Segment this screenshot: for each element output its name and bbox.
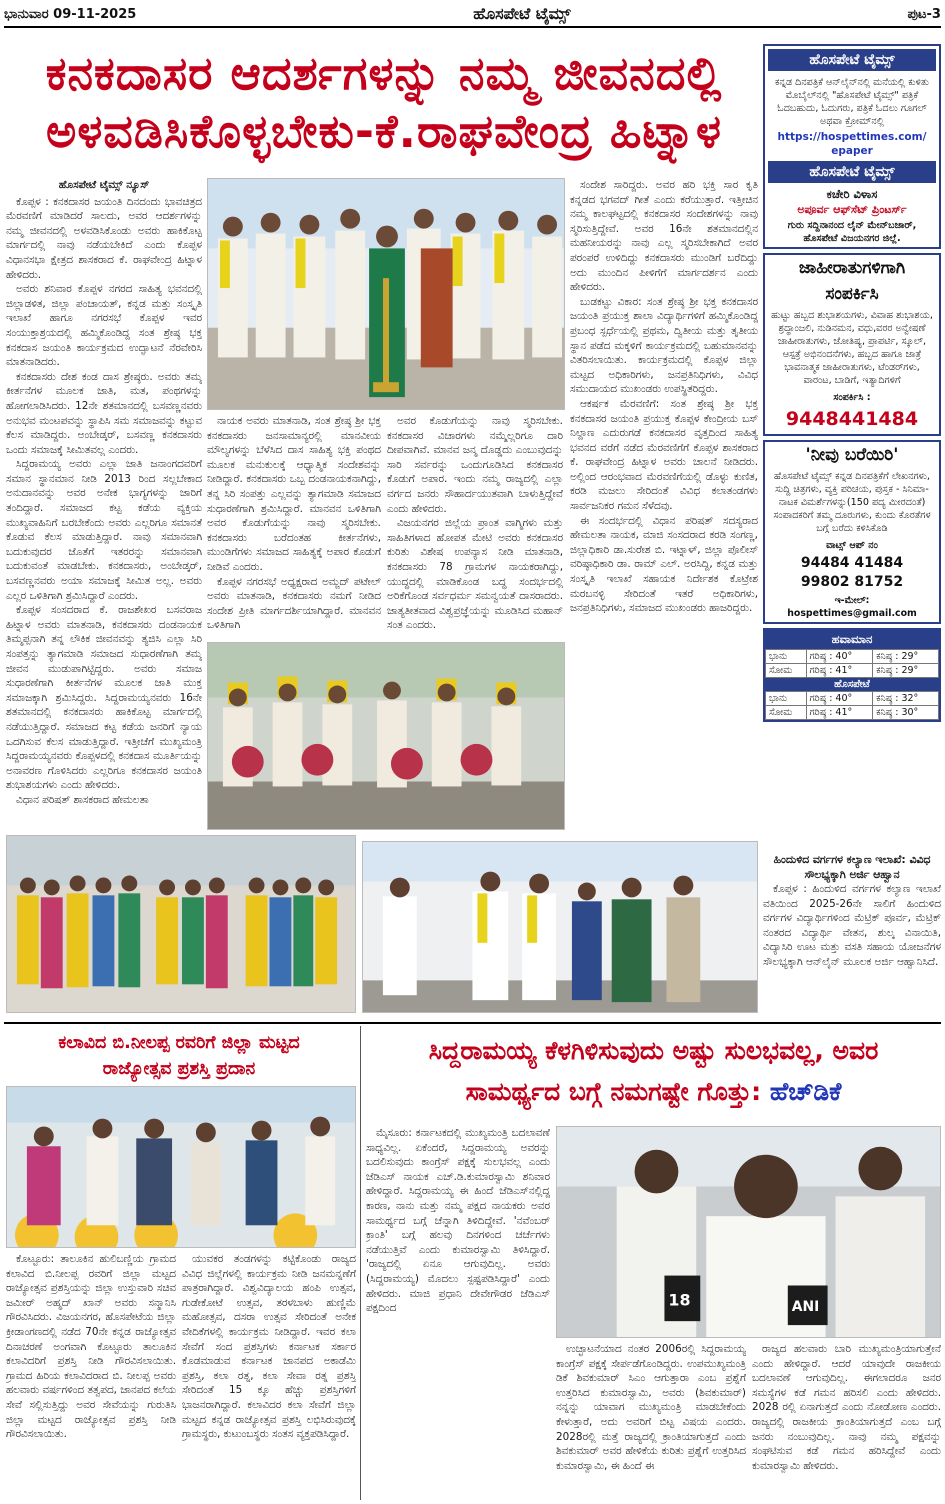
weather-day: ಸೋಮ bbox=[766, 706, 807, 720]
mic-label: ANI bbox=[791, 1299, 820, 1316]
printer-name: ಅಪೂರ್ವ ಆಫ್‌ಸೆಟ್ ಪ್ರಿಂಟರ್ಸ್ bbox=[797, 203, 907, 216]
lead-paragraph: ಅವರ ಕೊಡುಗೆಯನ್ನು ನಾವು ಸ್ಮರಿಸಬೇಕು. ಕನಕದಾಸರ ವಿಚಾರಗಳು ನಮ್ಮೆಲ್ಲರಿಗೂ ದಾರಿ ದೀಪವಾಗಿವೆ. ಮಾನವ ಜನ್ಮ ದೊಡ್ಡದು ಎಂಬುವುದನ್ನು ಸಾರಿ ಸರ್ವರನ್ನು ಒಂದುಗೂಡಿಸಿದ ಕನಕದಾಸರ ಕೊಡುಗೆ ಅಪಾರ. ಇಂದು ನಮ್ಮ ರಾಜ್ಯದಲ್ಲಿ ಎಲ್ಲಾ ವರ್ಗದ ಜನರು ಸೌಹಾರ್ದಯುತವಾಗಿ ಬಾಳುತ್ತಿದ್ದೇವೆ ಎಂದು ಹೇಳಿದರು. bbox=[387, 415, 563, 515]
story3-column-3 bbox=[752, 1342, 941, 1500]
lead-paragraph: ಈ ಸಂದರ್ಭದಲ್ಲಿ ವಿಧಾನ ಪರಿಷತ್ ಸದಸ್ಯರಾದ ಹೇಮಲತಾ ನಾಯಕ, ಮಾಜಿ ಸಂಸದರಾದ ಕರಡಿ ಸಂಗಣ್ಣ, ಜಿಲ್ಲಾಧಿಕಾರಿ ಡಾ.ಸುರೇಶ ಬಿ. ಇಟ್ನಾಳ್, ಜಿಲ್ಲಾ ಪೊಲೀಸ್ ವರಿಷ್ಠಾಧಿಕಾರಿ ಡಾ. ರಾಮ್ ಎಲ್. ಅರಸಿದ್ದಿ, ಕನ್ನಡ ಮತ್ತು ಸಂಸ್ಕೃತಿ ಇಲಾಖೆ ಸಹಾಯಕ ನಿರ್ದೇಶಕ ಕೊಟ್ರೇಶ ಮರಬನಳ್ಳಿ ಸೇರಿದಂತೆ ಇತರೆ ಅಧಿಕಾರಿಗಳು, ಜನಪ್ರತಿನಿಧಿಗಳು, ಸಮಾಜದ ಮುಖಂಡರು ಹಾಜರಿದ್ದರು. bbox=[570, 514, 758, 615]
ads-contact-label: ಸಂಪರ್ಕಿಸಿ : bbox=[833, 392, 871, 403]
sidebar-masthead: ಹೊಸಪೇಟೆ ಟೈಮ್ಸ್ bbox=[768, 49, 936, 71]
photo-women-group bbox=[6, 835, 356, 1013]
lead-paragraph: ವಿಧಾನ ಪರಿಷತ್ ಶಾಸಕರಾದ ಹೇಮಲತಾ bbox=[16, 793, 149, 806]
notice-article bbox=[763, 852, 941, 1014]
lead-headline bbox=[8, 44, 760, 160]
weather-row bbox=[766, 692, 939, 706]
photo-lamp-lighting-image bbox=[208, 179, 564, 409]
weather-day: ಸೋಮ bbox=[766, 664, 807, 678]
photo-prize-distribution bbox=[362, 841, 758, 1013]
lead-paragraph: ಕೊಪ್ಪಳ : ಕನಕದಾಸರ ಜಯಂತಿ ದಿನದಂದು ಭಾವಚಿತ್ರದ ಮೆರವಣಿಗೆ ಮಾಡಿದರೆ ಸಾಲದು, ಅವರ ಆದರ್ಶಗಳನ್ನು ನಮ್ಮ ಜೀವನದಲ್ಲಿ ಅಳವಡಿಸಿಕೊಂಡು ಅವರು ಹಾಕಿಕೊಟ್ಟ ಮಾರ್ಗದಲ್ಲಿ ನಾವು ನಡೆಯಬೇಕಿದೆ ಎಂದು ಕೊಪ್ಪಳ ವಿಧಾನಸಭಾ ಕ್ಷೇತ್ರದ ಶಾಸಕರಾದ ಕೆ. ರಾಘವೇಂದ್ರ ಹಿಟ್ನಾಳ ಹೇಳಿದರು. bbox=[6, 195, 202, 281]
lead-paragraph: ಕೊಪ್ಪಳ ಸಂಸದರಾದ ಕೆ. ರಾಜಶೇಖರ ಬಸವರಾಜ ಹಿಟ್ನಾಳ ಅವರು ಮಾತನಾಡಿ, ಕನಕದಾಸರು ದಂಡನಾಯಕ ತಿಮ್ಮಪ್ಪನಾಗಿ ತನ್ನ ಲೌಕಿಕ ಜೀವನವನ್ನು ತ್ಯಜಿಸಿ ಎಲ್ಲಾ ಸಿರಿ ಸಂಪತ್ತನ್ನು ತ್ಯಾಗಮಾಡಿ ಸಮಾಜದ ಸುಧಾರಣೆಗಾಗಿ ತಮ್ಮ ಜೀವನ ಮುಡುಪಾಗಿಟ್ಟಿದ್ದರು. ಅವರು ಸಮಾಜ ಸುಧಾರಣೆಗಾಗಿ ಕೀರ್ತನೆಗಳ ಮೂಲಕ ಜಾತಿ ಮುಕ್ತ ಸಮಾಜಕ್ಕಾಗಿ ಶ್ರಮಿಸಿದ್ದರು. ಸಿದ್ದರಾಮಯ್ಯನವರು 16ನೇ ಶತಮಾನದಲ್ಲಿ ಕನಕದಾಸರು ಹಾಕಿಕೊಟ್ಟ ಮಾರ್ಗದಲ್ಲಿ ನಡೆಯುತ್ತಿದ್ದಾರೆ. ಸಮಾಜದ ಕಟ್ಟ ಕಡೆಯ ಜನರಿಗೆ ನ್ಯಾಯ ಒದಗಿಸುವ ಕೆಲಸ ಮಾಡುತ್ತಿದ್ದಾರೆ. ಇತ್ತೀಚೆಗೆ ಮುಖ್ಯಮಂತ್ರಿ ಸಿದ್ದರಾಮಯ್ಯನವರು ಕೊಪ್ಪಳದಲ್ಲಿ ಕನಕದಾಸ ಮೂರ್ತಿಯನ್ನು ಅನಾವರಣ ಗೊಳಿಸಿದರು ಎಲ್ಲರಿಗೂ ಕನಕದಾಸರ ಜಯಂತಿ ಶುಭಾಶಯಗಳು ಎಂದು ಹೇಳಿದರು. bbox=[6, 604, 202, 792]
whatsapp-label: ವಾಟ್ಸ್ ಆಪ್ ನಂ bbox=[826, 540, 878, 551]
story3-headline-line2 bbox=[366, 1071, 941, 1112]
photo-hdk-press bbox=[556, 1126, 941, 1338]
weather-min: ಕನಿಷ್ಠ : 29° bbox=[873, 664, 939, 678]
lead-column-4 bbox=[570, 178, 758, 828]
weather-min: ಕನಿಷ್ಠ : 30° bbox=[873, 706, 939, 720]
sidebar bbox=[763, 44, 941, 944]
story2-paragraph: ಕೊಟ್ಟೂರು: ತಾಲೂಕಿನ ಹುಲಿಬಣ್ಣಿಯ ಗ್ರಾಮದ ಕಲಾವಿದ ಬಿ.ನೀಲಪ್ಪ ರವರಿಗೆ ಜಿಲ್ಲಾ ಮಟ್ಟದ ರಾಜ್ಯೋತ್ಸವ ಪ್ರಶಸ್ತಿಯನ್ನು ಜಿಲ್ಲಾ ಉಸ್ತುವಾರಿ ಸಚಿವ ಜಮೀರ್ ಅಹ್ಮದ್ ಖಾನ್ ಅವರು ಸನ್ಮಾನಿಸಿ ಗೌರವಿಸಿದರು. ವಿಜಯನಗರ, ಹೊಸಪೇಟೆಯ ಜಿಲ್ಲಾ ಕ್ರೀಡಾಂಗಣದಲ್ಲಿ ನಡೆದ 70ನೇ ಕನ್ನಡ ರಾಜ್ಯೋತ್ಸವ ದಿನಾಚರಣೆ ಅಂಗವಾಗಿ ಕೊಟ್ಟೂರು ತಾಲೂಕಿನ ಕಲಾವಿದರಿಗೆ ಪ್ರಶಸ್ತಿ ನೀಡಿ ಗೌರವಿಸಲಾಯಿತು. ಗ್ರಾಮದ ಹಿರಿಯ ಕಲಾವಿದರಾದ ಬಿ. ನೀಲಪ್ಪ ಅವರು ಹಲವಾರು ವರ್ಷಗಳಿಂದ ತತ್ವಪದ, ಜಾನಪದ ಕಲೆಯ ಸೇವೆ ಸಲ್ಲಿಸುತ್ತಿದ್ದು ಅವರ ಸೇವೆಯನ್ನು ಗುರುತಿಸಿ ಜಿಲ್ಲಾ ಮಟ್ಟದ ರಾಜ್ಯೋತ್ಸವ ಪ್ರಶಸ್ತಿ ನೀಡಿ ಗೌರವಿಸಲಾಯಿತು. bbox=[6, 1253, 176, 1441]
page-header bbox=[4, 2, 941, 28]
notice-title: ಹಿಂದುಳಿದ ವರ್ಗಗಳ ಕಲ್ಯಾಣ ಇಲಾಖೆ: ವಿವಿಧ ಸೌಲಭ್ಯಕ್ಕಾಗಿ ಅರ್ಜಿ ಆಹ್ವಾನ bbox=[773, 853, 931, 881]
weather-max: ಗರಿಷ್ಠ : 41° bbox=[806, 664, 873, 678]
story2-column-2 bbox=[182, 1252, 356, 1500]
story3-headline bbox=[366, 1030, 941, 1112]
ads-box bbox=[763, 253, 941, 436]
section-divider bbox=[4, 1022, 941, 1024]
weather-table-1 bbox=[765, 649, 939, 678]
photo-dollu-procession bbox=[207, 642, 565, 830]
weather-title: ಹವಾಮಾನ bbox=[765, 630, 939, 649]
whatsapp-phone-1[interactable]: 94484 41484 bbox=[800, 555, 904, 571]
epaper-box bbox=[763, 44, 941, 249]
story3-column-1 bbox=[366, 1126, 550, 1500]
photo-dollu-procession-image bbox=[208, 643, 564, 829]
epaper-url[interactable] bbox=[765, 130, 939, 158]
photo-award-ceremony-image bbox=[7, 1087, 355, 1247]
ads-title: ಜಾಹೀರಾತುಗಳಿಗಾಗಿ bbox=[798, 258, 906, 278]
weather-min: ಕನಿಷ್ಠ : 29° bbox=[873, 650, 939, 664]
story2-headline-line1: ಕಲಾವಿದ ಬಿ.ನೀಲಪ್ಪ ರವರಿಗೆ ಜಿಲ್ಲಾ ಮಟ್ಟದ bbox=[58, 1033, 300, 1053]
weather-max: ಗರಿಷ್ಠ : 40° bbox=[806, 650, 873, 664]
lead-paragraph: ವಿಜಯನಗರ ಜಿಲ್ಲೆಯ ಪ್ರಾಂತ ವಾಗ್ಮಿಗಳು ಮತ್ತು ಸಾಹಿತಿಗಳಾದ ಹೋಪತ ಮೇಟಿ ಅವರು ಕನಕದಾಸರ ಕುರಿತು ವಿಶೇಷ ಉಪನ್ಯಾಸ ನೀಡಿ ಮಾತನಾಡಿ, ಕನಕದಾಸರು 78 ಗ್ರಾಮಗಳ ನಾಯಕರಾಗಿದ್ದು, ಯುದ್ಧದಲ್ಲಿ ಮಾಡಿಕೊಂಡ ಬದ್ಧ ಸಂದರ್ಭದಲ್ಲಿ ಅರಿಕೆಗೊಂಡ ಸರ್ವಧರ್ಮ ಸಮನ್ವಯತೆ ದಾಸರಾದರು. ಜಾತ್ಯತೀತವಾದ ವಿಶ್ವಪ್ರಜ್ಞೆಯನ್ನು ಮೂಡಿಸಿದ ಮಹಾನ್ ಸಂತ ಎಂದರು. bbox=[387, 517, 563, 632]
ads-text: ಹುಟ್ಟು ಹಬ್ಬದ ಶುಭಾಶಯಗಳು, ವಿವಾಹ ಶುಭಾಶಯ, ಶ್ರದ್ಧಾಂಜಲಿ, ನುಡಿನಮನ, ವಧು,ವರರ ಅನ್ವೇಷಣೆ ಜಾಹೀರಾತುಗಳು, ಜೋತಿಷ್ಯ, ಪ್ರಾಪರ್ಟಿ, ಸ್ಕೂಲ್, ಆಸ್ಪತ್ರೆ ಅಭಿನಂದನೆಗಳು, ಹಬ್ಬದ ಹಾಗೂ ಜಾತ್ರೆ ಭಾವನಾತ್ಮಕ ಜಾಹೀರಾತುಗಳು, ಟೆಂಡರ್‌ಗಳು, ವಾರಂಟ, ಬಾಡಿಗೆ, ಇತ್ಯಾದಿಗಳಿಗೆ bbox=[771, 310, 933, 386]
story2-paragraph: ಯುವಕರ ತಂಡಗಳನ್ನು ಕಟ್ಟಿಕೊಂಡು ರಾಜ್ಯದ ವಿವಿಧ ಜಿಲ್ಲೆಗಳಲ್ಲಿ ಕಾರ್ಯಕ್ರಮ ನೀಡಿ ಜನಮನ್ನಣೆಗೆ ಪಾತ್ರರಾಗಿದ್ದಾರೆ. ವಿಶ್ವವಿದ್ಯಾಲಯ ಹಂಪಿ ಉತ್ಸವ, ಗುಡೇಕೋಟೆ ಉತ್ಸವ, ತರಳಬಾಳು ಹುಣ್ಣಿಮೆ ಮಹೋತ್ಸವ, ದಸರಾ ಉತ್ಸವ ಸೇರಿದಂತೆ ಅನೇಕ ವೇದಿಕೆಗಳಲ್ಲಿ ಕಾರ್ಯಕ್ರಮ ನೀಡಿದ್ದಾರೆ. ಇವರ ಕಲಾ ಸೇವೆಗೆ ಸಂದ ಪ್ರಶಸ್ತಿಗಳು ಕರ್ನಾಟಕ ಸರ್ಕಾರ ಕೊಡಮಾಡುವ ಕರ್ನಾಟಕ ಜಾನಪದ ಅಕಾಡೆಮಿ ಪ್ರಶಸ್ತಿ, ಕಲಾ ರತ್ನ, ಕಲಾ ಸೇವಾ ರತ್ನ ಪ್ರಶಸ್ತಿ ಸೇರಿದಂತೆ 15 ಕ್ಕೂ ಹೆಚ್ಚು ಪ್ರಶಸ್ತಿಗಳಿಗೆ ಭಾಜನರಾಗಿದ್ದಾರೆ. ಕಲಾವಿದರ ಕಲಾ ಸೇವೆಗೆ ಜಿಲ್ಲಾ ಮಟ್ಟದ ಕನ್ನಡ ರಾಜ್ಯೋತ್ಸವ ಪ್ರಶಸ್ತಿ ಲಭಿಸಿರುವುದಕ್ಕೆ ಗ್ರಾಮಸ್ಥರು, ಕುಟುಂಬಸ್ಥರು ಸಂತಸ ವ್ಯಕ್ತಪಡಿಸಿದ್ದಾರೆ. bbox=[182, 1253, 356, 1441]
epaper-text: ಕನ್ನಡ ದಿನಪತ್ರಿಕೆ ಆನ್‌ಲೈನ್‌ನಲ್ಲಿ ಮನೆಯಲ್ಲಿ ಕುಳಿತು ಮೊಬೈಲ್‌ನಲ್ಲಿ "ಹೊಸಪೇಟೆ ಟೈಮ್ಸ್" ಪತ್ರಿಕೆ ಓದಬಹುದು, ಓದುಗರು, ಪತ್ರಿಕೆ ಓದಲು ಗೂಗಲ್ ಅಥವಾ ಕ್ರೋಮ್‌ನಲ್ಲಿ bbox=[775, 77, 929, 127]
story3-headline-hdk: ಹೆಚ್‌ಡಿಕೆ bbox=[769, 1077, 842, 1106]
column-divider bbox=[360, 1026, 361, 1500]
weather-max: ಗರಿಷ್ಠ : 40° bbox=[806, 692, 873, 706]
weather-row bbox=[766, 650, 939, 664]
photo-hdk-press-image bbox=[557, 1127, 940, 1337]
page-number: ಪುಟ-3 bbox=[907, 6, 941, 22]
weather-subtitle: ಹೊಸಪೇಟೆ bbox=[765, 678, 939, 691]
weather-row bbox=[766, 706, 939, 720]
lead-paragraph: ಕೊಪ್ಪಳ ನಗರಸಭೆ ಅಧ್ಯಕ್ಷರಾದ ಅಮ್ಜದ್ ಪಟೇಲ್ ಅವರು ಮಾತನಾಡಿ, ಕನಕದಾಸರು ನಮಗೆ ನೀಡಿದ ಸಂದೇಶ ಪ್ರೀತಿ ಮಾರ್ಗದರ್ಶಿಯಾಗಿದ್ದಾರೆ. ಮಾನವನ ಒಳಿತಿಗಾಗಿ bbox=[207, 575, 381, 632]
photo-lamp-lighting bbox=[207, 178, 565, 410]
office-address: ಗುರು ಸದ್ದಿನಾನಂದ ಲೈನ್ ಮೇನ್‌ಬಜಾರ್, ಹೊಸಪೇಟೆ ವಿಜಯನಗರ ಜಿಲ್ಲೆ. bbox=[787, 220, 917, 244]
ads-contact-title: ಸಂಪರ್ಕಿಸಿ bbox=[825, 284, 879, 304]
write-title: 'ನೀವು ಬರೆಯಿರಿ' bbox=[805, 445, 899, 465]
whatsapp-phone-2[interactable]: 99802 81752 bbox=[800, 574, 904, 590]
weather-max: ಗರಿಷ್ಠ : 41° bbox=[806, 706, 873, 720]
story3-headline-line2a: ಸಾಮರ್ಥ್ಯದ ಬಗ್ಗೆ ನಮಗಷ್ಟೇ ಗೊತ್ತು: bbox=[465, 1077, 762, 1106]
story3-paragraph: ಉಚ್ಛಾಟನೆಯಾದ ನಂತರ 2006ರಲ್ಲಿ ಸಿದ್ದರಾಮಯ್ಯ ಕಾಂಗ್ರೆಸ್ ಪಕ್ಷಕ್ಕೆ ಸೇರ್ಪಡೆಗೊಂಡಿದ್ದರು. ಉಪಮುಖ್ಯಮಂತ್ರಿ ಡಿಕೆ ಶಿವಕುಮಾರ್ ಸಿಎಂ ಆಗುತ್ತಾರಾ ಎಂಬ ಪ್ರಶ್ನೆಗೆ ಉತ್ತರಿಸಿದ ಕುಮಾರಸ್ವಾಮಿ, ಅವರು (ಶಿವಕುಮಾರ್) ನನ್ನನ್ನು ಯಾವಾಗ ಮುಖ್ಯಮಂತ್ರಿ ಮಾಡಬೇಕೆಂದು ಕೇಳುತ್ತಾರೆ, ಅದು ಅವರಿಗೆ ಬಿಟ್ಟ ವಿಷಯ ಎಂದರು. 2028ರಲ್ಲಿ ಮತ್ತೆ ರಾಜ್ಯದಲ್ಲಿ ಕ್ರಾಂತಿಯಾಗುತ್ತದೆ ಎಂದು ಶಿವಕುಮಾರ್ ಅವರ ಹೇಳಿಕೆಯ ಕುರಿತು ಪ್ರಶ್ನೆಗೆ ಉತ್ತರಿಸಿದ ಕುಮಾರಸ್ವಾಮಿ, ಈ ಹಿಂದೆ ಈ bbox=[556, 1343, 746, 1472]
write-box bbox=[763, 440, 941, 624]
story2-headline bbox=[4, 1030, 354, 1082]
masthead: ಹೊಸಪೇಟೆ ಟೈಮ್ಸ್ bbox=[473, 4, 571, 23]
story3-paragraph: ರಾಜ್ಯದ ಹಲವಾರು ಬಾರಿ ಮುಖ್ಯಮಂತ್ರಿಯಾಗುತ್ತೇನೆ ಎಂದು ಹೇಳಿದ್ದಾರೆ. ಆದರೆ ಯಾವುದೇ ರಾಜಕೀಯ ಬದಲಾವಣೆ ಆಗುವುದಿಲ್ಲ. ಈಗಲಾದರೂ ಜನರ ಸಮಸ್ಯೆಗಳ ಕಡೆ ಗಮನ ಹರಿಸಲಿ ಎಂದು ಹೇಳಿದರು. 2028 ರಲ್ಲಿ ಏನಾಗುತ್ತದೆ ಎಂದು ನೋಡೋಣ ಎಂದರು. ರಾಜ್ಯದಲ್ಲಿ ರಾಜಕೀಯ ಕ್ರಾಂತಿಯಾಗುತ್ತದೆ ಎಂಬ ಬಗ್ಗೆ ಜನರು ನಂಬುವುದಿಲ್ಲ. ನಾವು ನಮ್ಮ ಪಕ್ಷವನ್ನು ಸಂಘಟಿಸುವ ಕಡೆ ಗಮನ ಹರಿಸಿದ್ದೇವೆ ಎಂದು ಕುಮಾರಸ್ವಾಮಿ ಹೇಳಿದರು. bbox=[752, 1343, 941, 1472]
photo-women-group-image bbox=[7, 836, 355, 1012]
weather-day: ಭಾನು bbox=[766, 650, 807, 664]
story3-paragraph: ಮೈಸೂರು: ಕರ್ನಾಟಕದಲ್ಲಿ ಮುಖ್ಯಮಂತ್ರಿ ಬದಲಾವಣೆ ಸಾಧ್ಯವಿಲ್ಲ. ಏಕೆಂದರೆ, ಸಿದ್ದರಾಮಯ್ಯ ಅವರನ್ನು ಬದಲಿಸುವುದು ಕಾಂಗ್ರೆಸ್ ಪಕ್ಷಕ್ಕೆ ಸುಲಭವಲ್ಲ ಎಂದು ಜೆಡಿಎಸ್ ನಾಯಕ ಎಚ್.ಡಿ.ಕುಮಾರಸ್ವಾಮಿ ಶನಿವಾರ ಹೇಳಿದ್ದಾರೆ. ಸಿದ್ದರಾಮಯ್ಯ ಈ ಹಿಂದೆ ಜೆಡಿಎಸ್‌ನಲ್ಲಿದ್ದ ಕಾರಣ, ನಾನು ಮತ್ತು ನಮ್ಮ ಪಕ್ಷದ ನಾಯಕರು ಅವರ ಸಾಮರ್ಥ್ಯದ ಬಗ್ಗೆ ಚೆನ್ನಾಗಿ ತಿಳಿದಿದ್ದೇವೆ. 'ನವೆಂಬರ್ ಕ್ರಾಂತಿ' ಬಗ್ಗೆ ಹಲವು ದಿನಗಳಿಂದ ಚರ್ಚೆಗಳು ನಡೆಯುತ್ತಿವೆ ಎಂದು ಕುಮಾರಸ್ವಾಮಿ ತಿಳಿಸಿದ್ದಾರೆ. 'ರಾಜ್ಯದಲ್ಲಿ ಏನೂ ಆಗುವುದಿಲ್ಲ. ಅವರು (ಸಿದ್ದರಾಮಯ್ಯ) ಮೊದಲು ಸ್ಪಷ್ಟಪಡಿಸಿದ್ದಾರೆ' ಎಂದು ಹೇಳಿದರು. ಮಾಜಿ ಪ್ರಧಾನಿ ದೇವೇಗೌಡರ ಜೆಡಿಎಸ್ ಪಕ್ಷದಿಂದ bbox=[366, 1127, 550, 1315]
lead-paragraph: ಆಕರ್ಷಕ ಮೆರವಣಿಗೆ: ಸಂತ ಶ್ರೇಷ್ಠ ಶ್ರೀ ಭಕ್ತ ಕನಕದಾಸರ ಜಯಂತಿ ಪ್ರಯುಕ್ತ ಕೊಪ್ಪಳ ಕೇಂದ್ರೀಯ ಬಸ್ ನಿಲ್ದಾಣ ಎದುರುಗಡೆ ಕನಕದಾಸರ ವೃತ್ತದಿಂದ ಸಾಹಿತ್ಯ ಭವನದ ವರೆಗೆ ನಡೆದ ಮೆರವಣಿಗೆಗೆ ಕೊಪ್ಪಳ ಶಾಸಕರಾದ ಕೆ. ರಾಘವೇಂದ್ರ ಹಿಟ್ನಾಳ ಅವರು ಚಾಲನೆ ನೀಡಿದರು. ಅಲ್ಲಿಂದ ಆರಂಭವಾದ ಮೆರವಣಿಗೆಯಲ್ಲಿ ಡೊಳ್ಳು ಕುಣಿತ, ಕರಡಿ ಮಜಲು ಸೇರಿದಂತೆ ವಿವಿಧ ಕಲಾತಂಡಗಳು ಸಾರ್ವಜನಿಕರ ಗಮನ ಸೆಳೆದವು. bbox=[570, 397, 758, 513]
mic-label: 18 bbox=[668, 1290, 691, 1310]
lead-paragraph: ಸಂದೇಶ ಸಾರಿದ್ದರು. ಅವರ ಹರಿ ಭಕ್ತಿ ಸಾರ ಕೃತಿ ಕನ್ನಡದ ಭಗವದ್ ಗೀತೆ ಎಂದು ಕರೆಯುತ್ತಾರೆ. ಇತ್ತೀಚಿನ ನಮ್ಮ ಕಾಲಘಟ್ಟದಲ್ಲಿ ಕನಕದಾಸರ ಸಂದೇಶಗಳನ್ನು ನಾವು ಸ್ಮರಿಸುತ್ತಿದ್ದೇವೆ. ಅವರ 16ನೇ ಶತಮಾನದಲ್ಲಿನ ಮಹನೀಯರನ್ನು ನಾವು ಎಲ್ಲ ಸ್ಮರಿಸಬೇಕಾಗಿದೆ ಅವರ ಪರಂಪರೆ ಉಳಿದಿದ್ದು ಕನಕದಾಸರು ಮುಂಡಿಗೆ ಬರೆದಿದ್ದು ಅದು ಮುಂದಿನ ಪೀಳಿಗೆಗೆ ಮಾರ್ಗದರ್ಶನ ಎಂದು ಹೇಳಿದರು. bbox=[570, 179, 758, 294]
notice-text: ಕೊಪ್ಪಳ : ಹಿಂದುಳಿದ ವರ್ಗಗಳ ಕಲ್ಯಾಣ ಇಲಾಖೆ ವತಿಯಿಂದ 2025-26ನೇ ಸಾಲಿಗೆ ಹಿಂದುಳಿದ ವರ್ಗಗಳ ವಿದ್ಯಾರ್ಥಿಗಳಿಂದ ಮೆಟ್ರಿಕ್ ಪೂರ್ವ, ಮೆಟ್ರಿಕ್ ನಂತರದ ವಿದ್ಯಾರ್ಥಿ ವೇತನ, ಶುಲ್ಕ ವಿನಾಯಿತಿ, ವಿದ್ಯಾಸಿರಿ ಊಟ ಮತ್ತು ವಸತಿ ಸಹಾಯ ಯೋಜನೆಗಳ ಸೌಲಭ್ಯಕ್ಕಾಗಿ ಆನ್‌ಲೈನ್ ಮೂಲಕ ಅರ್ಜಿ ಆಹ್ವಾನಿಸಿದೆ. bbox=[763, 883, 941, 968]
epaper-url-line2[interactable]: epaper bbox=[831, 145, 873, 157]
lead-paragraph: ಬುಡಕಟ್ಟು ವಿಕಾರ: ಸಂತ ಶ್ರೇಷ್ಠ ಶ್ರೀ ಭಕ್ತ ಕನಕದಾಸರ ಜಯಂತಿ ಪ್ರಯುಕ್ತ ಶಾಲಾ ವಿದ್ಯಾರ್ಥಿಗಳಿಗೆ ಹಮ್ಮಿಕೊಂಡಿದ್ದ ಪ್ರಬಂಧ ಸ್ಪರ್ಧೆಯಲ್ಲಿ ಪ್ರಥಮ, ದ್ವಿತೀಯ ಮತ್ತು ತೃತೀಯ ಸ್ಥಾನ ಪಡೆದ ಮಕ್ಕಳಿಗೆ ಕಾರ್ಯಕ್ರಮದಲ್ಲಿ ಬಹುಮಾನವನ್ನು ವಿತರಿಸಲಾಯಿತು. ಕಾರ್ಯಕ್ರಮದಲ್ಲಿ ಕೊಪ್ಪಳ ಜಿಲ್ಲಾ ಮಟ್ಟದ ಅಧಿಕಾರಿಗಳು, ಜನಪ್ರತಿನಿಧಿಗಳು, ವಿವಿಧ ಸಮುದಾಯದ ಮುಖಂಡರು ಉಪಸ್ಥಿತರಿದ್ದರು. bbox=[570, 295, 758, 396]
ads-phone[interactable]: 9448441484 bbox=[785, 408, 919, 430]
weather-day: ಭಾನು bbox=[766, 692, 807, 706]
weather-box bbox=[763, 628, 941, 722]
lead-paragraph: ಸಿದ್ದರಾಮಯ್ಯ ಅವರು ಎಲ್ಲಾ ಜಾತಿ ಜನಾಂಗದವರಿಗೆ ಸಮಾನ ಸ್ಥಾನಮಾನ ನೀಡಿ 2013 ರಿಂದ ಸಲ್ಲಬೇಕಾದ ಅನುದಾನವನ್ನು ಅವರ ಅನೇಕ ಭಾಗ್ಯಗಳನ್ನು ಜಾರಿಗೆ ತಂದಿದ್ದಾರೆ. ಸಮಾಜದ ಕಟ್ಟ ಕಡೆಯ ವ್ಯಕ್ತಿಯ ಮುಖ್ಯವಾಹಿನಿಗೆ ಬರಬೇಕೆಂದು ಅವರು ಎಲ್ಲರಿಗೂ ಸಮಾನತೆ ಕೊಡುವ ಕೆಲಸ ಮಾಡುತ್ತಿದ್ದಾರೆ. ನಾವು ಸಮಾನವಾಗಿ ಬದುಕುವುದರ ಜೊತೆಗೆ ಇತರರನ್ನು ಸಮಾನವಾಗಿ ಬದುಕುವಂತೆ ಮಾಡಬೇಕು. ಕನಕದಾಸರು, ಅಂಬೇಡ್ಕರ್, ಬಸವಣ್ಣನವರು ಅಯಾ ಸಮಾಜಕ್ಕೆ ಸೀಮಿತ ಅಲ್ಲ. ಅವರು ಎಲ್ಲರ ಒಳಿತಿಗಾಗಿ ಶ್ರಮಿಸಿದ್ದಾರೆ ಎಂದರು. bbox=[6, 458, 202, 602]
weather-table-2 bbox=[765, 691, 939, 720]
issue-date: ಭಾನುವಾರ 09-11-2025 bbox=[4, 6, 137, 22]
photo-prize-distribution-image bbox=[363, 842, 757, 1012]
weather-min: ಕನಿಷ್ಠ : 32° bbox=[873, 692, 939, 706]
lead-paragraph: ನಾಯಕ ಅವರು ಮಾತನಾಡಿ, ಸಂತ ಶ್ರೇಷ್ಠ ಶ್ರೀ ಭಕ್ತ ಕನಕದಾಸರು ಜನಸಾಮಾನ್ಯರಲ್ಲಿ ಮಾನವೀಯ ಮೌಲ್ಯಗಳನ್ನು ಬೆಳೆಸಿದ ದಾಸ ಸಾಹಿತ್ಯ ಭಕ್ತಿ ಪಂಥದ ಮೂಲಕ ಮನುಕುಲಕ್ಕೆ ಆಧ್ಯಾತ್ಮಿಕ ಸಂದೇಶವನ್ನು ನೀಡಿದ್ದಾರೆ. ಕನಕದಾಸರು ಒಬ್ಬ ದಂಡನಾಯಕನಾಗಿದ್ದು, ತನ್ನ ಸಿರಿ ಸಂಪತ್ತು ಎಲ್ಲವನ್ನು ತ್ಯಾಗಮಾಡಿ ಸಮಾಜದ ಸುಧಾರಣೆಗಾಗಿ ಶ್ರಮಿಸಿದ್ದಾರೆ. ಮಾನವನ ಒಳಿತಿಗಾಗಿ ಅವರ ಕೊಡುಗೆಯನ್ನು ನಾವು ಸ್ಮರಿಸಬೇಕು. ಕನಕದಾಸರು ಬರೆದಂತಹ ಕೀರ್ತನೆಗಳು, ಮುಂಡಿಗೆಗಳು ಸಮಾಜದ ಸಾಹಿತ್ಯಕ್ಕೆ ಅಪಾರ ಕೊಡುಗೆ ನೀಡಿವೆ ಎಂದರು. bbox=[207, 415, 381, 573]
sidebar-masthead-2: ಹೊಸಪೇಟೆ ಟೈಮ್ಸ್ bbox=[768, 161, 936, 183]
weather-row bbox=[766, 664, 939, 678]
lead-paragraph: ಕನಕದಾಸರು ದೇಶ ಕಂಡ ದಾಸ ಶ್ರೇಷ್ಠರು. ಅವರು ತಮ್ಮ ಕೀರ್ತನೆಗಳ ಮೂಲಕ ಜಾತಿ, ಮತ, ಪಂಥಗಳನ್ನು ಹೋಗಲಾಡಿಸಿದರು. 12ನೇ ಶತಮಾನದಲ್ಲಿ ಬಸವಣ್ಣನವರು ಅನುಭವ ಮಂಟಪವನ್ನು ಸ್ಥಾಪಿಸಿ ಸಮ ಸಮಾಜವನ್ನು ಕಟ್ಟುವ ಕೆಲಸ ಮಾಡಿದ್ದರು. ಅಂಬೇಡ್ಕರ್, ಬಸವಣ್ಣ ಕನಕದಾಸರು ಒಂದು ಸಮಾಜಕ್ಕೆ ಸೀಮಿತವಲ್ಲ ಎಂದರು. bbox=[6, 370, 202, 456]
office-title: ಕಚೇರಿ ವಿಳಾಸ bbox=[826, 187, 878, 201]
lead-headline-line1: ಕನಕದಾಸರ ಆದರ್ಶಗಳನ್ನು ನಮ್ಮ ಜೀವನದಲ್ಲಿ bbox=[45, 46, 723, 100]
lead-headline-line2: ಅಳವಡಿಸಿಕೊಳ್ಳಬೇಕು-ಕೆ.ರಾಘವೇಂದ್ರ ಹಿಟ್ನಾಳ bbox=[46, 104, 722, 158]
lead-paragraph: ಅವರು ಶನಿವಾರ ಕೊಪ್ಪಳ ನಗರದ ಸಾಹಿತ್ಯ ಭವನದಲ್ಲಿ ಜಿಲ್ಲಾಡಳಿತ, ಜಿಲ್ಲಾ ಪಂಚಾಯತ್, ಕನ್ನಡ ಮತ್ತು ಸಂಸ್ಕೃತಿ ಇಲಾಖೆ ಹಾಗೂ ನಗರಸಭೆ ಕೊಪ್ಪಳ ಇವರ ಸಂಯುಕ್ತಾಶ್ರಯದಲ್ಲಿ ಹಮ್ಮಿಕೊಂಡಿದ್ದ ಸಂತ ಶ್ರೇಷ್ಠ ಭಕ್ತ ಕನಕದಾಸ ಜಯಂತಿ ಕಾರ್ಯಕ್ರಮದ ಉದ್ಘಾಟನೆ ನೆರವೇರಿಸಿ ಮಾತನಾಡಿದರು. bbox=[6, 283, 202, 369]
story2-headline-line2: ರಾಜ್ಯೋತ್ಸವ ಪ್ರಶಸ್ತಿ ಪ್ರದಾನ bbox=[102, 1059, 256, 1079]
lead-column-2 bbox=[207, 414, 381, 640]
write-text: ಹೊಸಪೇಟೆ ಟೈಮ್ಸ್ ಕನ್ನಡ ದಿನಪತ್ರಿಕೆಗೆ ಲೇಖನಗಳು, ಸುದ್ದಿ ಚಿತ್ರಗಳು, ವ್ಯಕ್ತಿ ಪರಿಚಯ, ಪುಸ್ತಕ - ಸಿನಿಮಾ-ನಾಟಕ ವಿಮರ್ಶೆಗಳನ್ನು(150 ಪದ್ಯ ಮೀರದಂತೆ) ಸಂಪಾದಕರಿಗೆ ತಮ್ಮ ದೂರುಗಳು, ಕುಂದು ಕೊರತೆಗಳ ಬಗ್ಗೆ ಬರೆದು ಕಳಿಸಿಕೊಡಿ bbox=[773, 471, 931, 534]
story3-headline-line1: ಸಿದ್ದರಾಮಯ್ಯ ಕೆಳಗಿಳಿಸುವುದು ಅಷ್ಟು ಸುಲಭವಲ್ಲ, ಅವರ bbox=[428, 1036, 879, 1065]
photo-award-ceremony bbox=[6, 1086, 356, 1248]
epaper-url-line1[interactable]: https://hospettimes.com/ bbox=[777, 131, 927, 143]
lead-column-3 bbox=[387, 414, 563, 640]
byline: ಹೊಸಪೇಟೆ ಟೈಮ್ಸ್ ನ್ಯೂಸ್ bbox=[58, 179, 150, 191]
lead-column-1 bbox=[6, 178, 202, 828]
contact-email[interactable]: ಇ-ಮೇಲ್: hospettimes@gmail.com bbox=[787, 595, 917, 619]
story2-column-1 bbox=[6, 1252, 176, 1500]
story3-column-2 bbox=[556, 1342, 746, 1500]
